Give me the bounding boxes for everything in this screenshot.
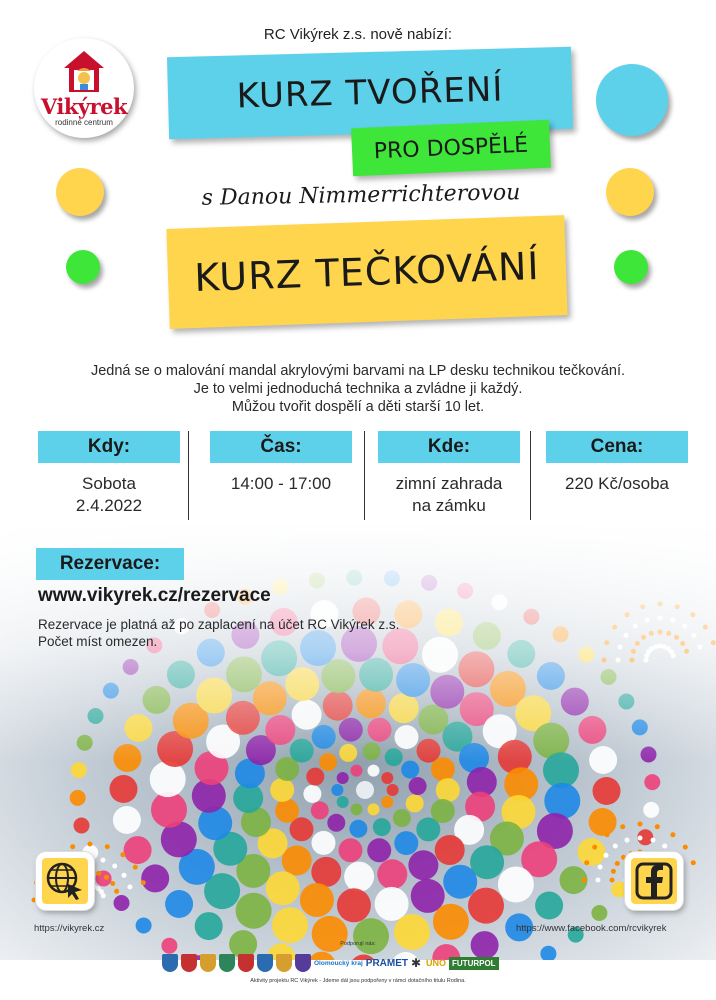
sponsor-logos	[162, 953, 558, 973]
for-adults-banner: PRO DOSPĚLÉ	[351, 120, 551, 177]
vikyrek-logo	[34, 38, 134, 138]
info-when-value: 2.4.2022	[75, 496, 143, 515]
teacher-subtitle: s Danou Nimmerrichterovou	[201, 180, 521, 211]
info-time-label: Čas:	[210, 431, 352, 463]
municipal-crest-icon	[219, 954, 235, 972]
cyan-dot-right	[596, 64, 668, 136]
column-divider	[530, 431, 531, 527]
green-dot-left	[66, 250, 100, 284]
reservation-note	[38, 616, 399, 650]
course-title-banner: KURZ TVOŘENÍ	[167, 47, 573, 140]
municipal-crest-icon	[276, 954, 292, 972]
reservation-label: Rezervace:	[36, 548, 184, 580]
municipal-crest-icon	[295, 954, 311, 972]
header-line: RC Vikýrek z.s. nově nabízí:	[263, 26, 453, 43]
municipal-crest-icon	[257, 954, 273, 972]
web-link-button[interactable]	[36, 852, 94, 910]
pramet-logo: PRAMET	[365, 957, 409, 969]
info-price-label: Cena:	[546, 431, 688, 463]
reservation-note-line: Počet míst omezen.	[38, 634, 158, 649]
info-where-value: zimní zahrada	[395, 474, 503, 493]
yellow-dot-right	[606, 168, 654, 216]
facebook-icon	[631, 858, 677, 904]
intro-line: Je to velmi jednoduchá technika a zvládne ji každý.	[193, 381, 523, 397]
futurpol-logo: FUTURPOL	[449, 957, 499, 970]
star-logo-icon: ✱	[411, 956, 422, 970]
facebook-link-text[interactable]: https://www.facebook.com/rcvikyrek	[516, 923, 667, 934]
info-where-value: na zámku	[412, 496, 486, 515]
info-when-value: Sobota	[82, 474, 136, 493]
green-dot-right	[614, 250, 648, 284]
footer-note: Aktivity projektu RC Vikýrek - Jdeme dál jsou podpořeny v rámci dotačního titulu Rodina.	[250, 978, 466, 984]
municipal-crest-icon	[181, 954, 197, 972]
logo-name: Vikýrek	[40, 94, 128, 119]
municipal-crest-icon	[238, 954, 254, 972]
column-divider	[364, 431, 365, 527]
info-when-label: Kdy:	[38, 431, 180, 463]
facebook-link-button[interactable]	[625, 852, 683, 910]
municipal-crest-icon	[200, 954, 216, 972]
house-icon	[60, 48, 108, 94]
dotting-title-banner: KURZ TEČKOVÁNÍ	[166, 215, 567, 329]
municipal-crest-icon	[162, 954, 178, 972]
intro-line: Můžou tvořit dospělí a děti starší 10 let.	[231, 399, 485, 415]
intro-text	[20, 362, 696, 416]
supported-by-label: Podporují nás:	[340, 941, 376, 947]
yellow-dot-left	[56, 168, 104, 216]
olomoucky-kraj-logo: Olomoucký kraj	[314, 959, 363, 967]
info-price-value: 220 Kč/osoba	[565, 474, 669, 493]
intro-line: Jedná se o malování mandal akrylovými barvami na LP desku technikou tečkování.	[90, 363, 626, 379]
globe-cursor-icon	[42, 858, 88, 904]
logo-subtitle: rodinné centrum	[55, 118, 113, 127]
uno-logo: UNO	[426, 958, 447, 968]
reservation-note-line: Rezervace je platná až po zaplacení na účet RC Vikýrek z.s.	[38, 617, 400, 632]
reservation-url[interactable]: www.vikyrek.cz/rezervace	[38, 585, 271, 606]
column-divider	[188, 431, 189, 527]
info-time-value: 14:00 - 17:00	[230, 474, 332, 493]
info-where-label: Kde:	[378, 431, 520, 463]
web-link-text[interactable]: https://vikyrek.cz	[34, 923, 105, 934]
